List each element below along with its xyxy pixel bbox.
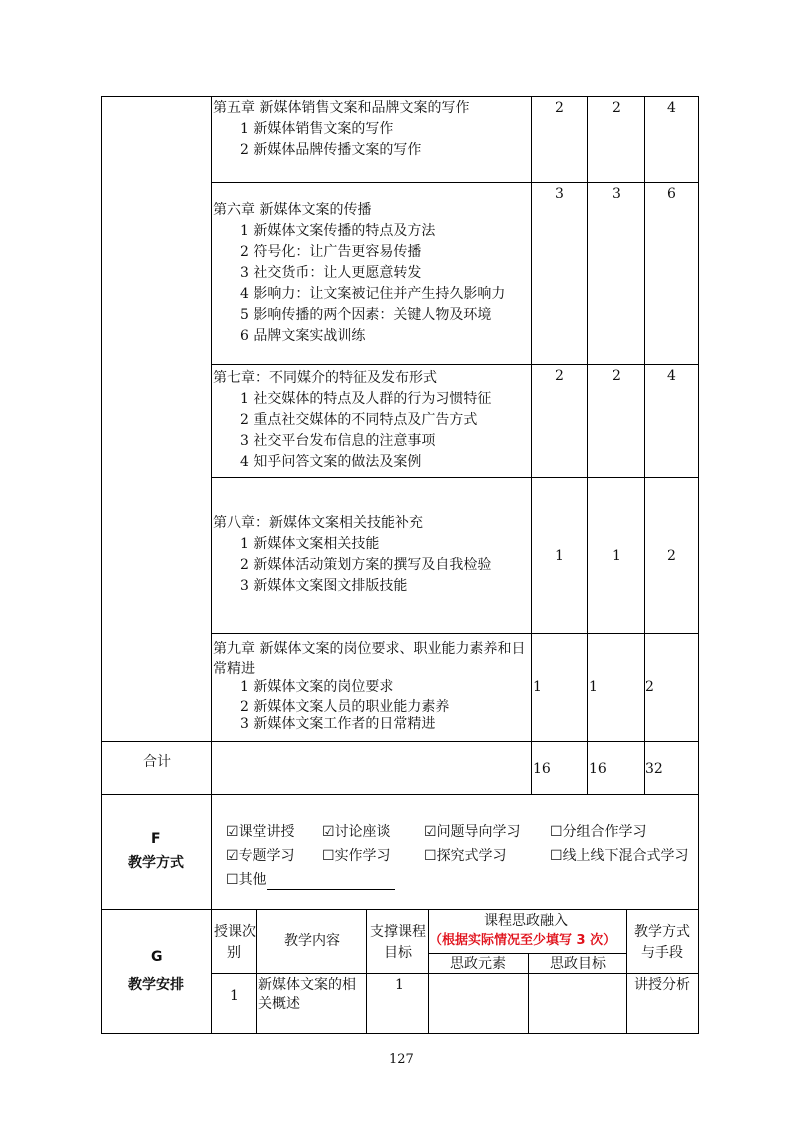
g-header-content: 教学内容 <box>284 933 340 949</box>
chapter-item: 3 社交货币：让人更愿意转发 <box>240 265 422 281</box>
teaching-option-discussion[interactable] <box>322 822 391 842</box>
chapter-title: 第七章：不同媒介的特征及发布形式 <box>213 370 437 386</box>
hours-practice: 2 <box>612 368 621 384</box>
g-row-session: 1 <box>230 988 239 1004</box>
teaching-option-blended[interactable] <box>550 846 689 866</box>
col-divider-2 <box>587 96 588 794</box>
other-fill-blank[interactable] <box>267 875 395 890</box>
option-label: 问题导向学习 <box>436 824 521 840</box>
checkbox-checked[interactable]: ☑ <box>226 824 239 840</box>
row-sep <box>101 794 699 795</box>
g-header-goal: 支撑课程 <box>370 924 426 940</box>
row-sep <box>211 633 699 634</box>
teaching-option-topic[interactable] <box>226 846 295 866</box>
teaching-option-lecture[interactable] <box>226 822 295 842</box>
chapter-item: 1 新媒体文案的岗位要求 <box>240 679 394 695</box>
checkbox-unchecked[interactable]: ☐ <box>226 872 239 888</box>
chapter-item: 6 品牌文案实战训练 <box>240 328 366 344</box>
chapter-item: 3 社交平台发布信息的注意事项 <box>240 433 436 449</box>
table-border-right <box>698 96 699 1034</box>
option-label: 线上线下混合式学习 <box>562 848 689 864</box>
hours-total: 6 <box>667 186 676 202</box>
chapter-item: 1 新媒体文案相关技能 <box>240 536 380 552</box>
chapter-item: 1 新媒体文案传播的特点及方法 <box>240 223 436 239</box>
checkbox-unchecked[interactable]: ☐ <box>424 848 437 864</box>
g-header-ideology-goal: 思政目标 <box>550 956 606 972</box>
table-border-top <box>101 96 699 97</box>
hours-lecture: 1 <box>533 679 542 695</box>
total-lecture: 16 <box>533 761 551 777</box>
chapter-item: 2 新媒体文案人员的职业能力素养 <box>240 699 450 715</box>
hours-practice: 1 <box>612 548 621 564</box>
g-row-goal: 1 <box>395 977 404 993</box>
option-label: 课堂讲授 <box>238 824 295 840</box>
label-column-divider <box>211 96 212 1034</box>
col-divider-1 <box>531 96 532 794</box>
row-sep <box>211 477 699 478</box>
chapter-item: 2 新媒体活动策划方案的撰写及自我检验 <box>240 557 492 573</box>
g-row-content: 新媒体文案的相 <box>258 977 356 993</box>
section-g-title: 教学安排 <box>128 977 184 993</box>
hours-total: 2 <box>667 548 676 564</box>
table-border-left <box>101 96 102 1034</box>
chapter-title-cont: 常精进 <box>213 661 255 677</box>
section-g-letter: G <box>151 949 163 965</box>
option-label: 探究式学习 <box>436 848 507 864</box>
row-sep <box>101 909 699 910</box>
option-label: 实作学习 <box>334 848 391 864</box>
g-header-ideology-note: （根据实际情况至少填写 3 次） <box>429 933 617 948</box>
chapter-title: 第五章 新媒体销售文案和品牌文案的写作 <box>213 100 470 116</box>
teaching-option-inquiry[interactable] <box>424 846 507 866</box>
g-col-divider <box>366 909 367 1033</box>
g-header-session: 授课次 <box>214 924 256 940</box>
total-label: 合计 <box>143 754 171 770</box>
hours-lecture: 1 <box>555 548 564 564</box>
checkbox-checked[interactable]: ☑ <box>226 848 239 864</box>
teaching-option-group[interactable] <box>550 822 647 842</box>
chapter-item: 2 重点社交媒体的不同特点及广告方式 <box>240 412 478 428</box>
chapter-item: 2 符号化：让广告更容易传播 <box>240 244 422 260</box>
chapter-item: 1 社交媒体的特点及人群的行为习惯特征 <box>240 391 492 407</box>
g-col-divider <box>428 909 429 1033</box>
g-col-divider <box>626 909 627 1033</box>
chapter-title: 第八章：新媒体文案相关技能补充 <box>213 515 423 531</box>
g-col-divider <box>528 953 529 1033</box>
chapter-item: 5 影响传播的两个因素：关键人物及环境 <box>240 307 492 323</box>
hours-lecture: 3 <box>555 186 564 202</box>
chapter-item: 1 新媒体销售文案的写作 <box>240 121 394 137</box>
chapter-item: 2 新媒体品牌传播文案的写作 <box>240 142 422 158</box>
chapter-title: 第六章 新媒体文案的传播 <box>213 202 372 218</box>
hours-practice: 2 <box>612 100 621 116</box>
option-label: 其他 <box>238 872 267 888</box>
checkbox-unchecked[interactable]: ☐ <box>550 824 563 840</box>
g-header-ideology-element: 思政元素 <box>450 956 506 972</box>
g-col-divider <box>256 909 257 1033</box>
chapter-item: 3 新媒体文案图文排版技能 <box>240 578 408 594</box>
g-header-method-cont: 与手段 <box>641 945 683 961</box>
option-label: 讨论座谈 <box>334 824 391 840</box>
chapter-item: 3 新媒体文案工作者的日常精进 <box>240 716 436 732</box>
page-number: 127 <box>389 1052 414 1067</box>
row-sep <box>211 182 699 183</box>
section-f-letter: F <box>151 831 161 847</box>
teaching-option-problem-based[interactable] <box>424 822 521 842</box>
checkbox-unchecked[interactable]: ☐ <box>550 848 563 864</box>
g-header-method: 教学方式 <box>634 924 690 940</box>
teaching-option-practical[interactable] <box>322 846 391 866</box>
option-label: 分组合作学习 <box>562 824 647 840</box>
hours-practice: 1 <box>589 679 598 695</box>
row-sep <box>211 364 699 365</box>
total-hours: 32 <box>645 761 663 777</box>
hours-lecture: 2 <box>555 368 564 384</box>
hours-lecture: 2 <box>555 100 564 116</box>
g-header-goal-cont: 目标 <box>384 945 412 961</box>
checkbox-checked[interactable]: ☑ <box>424 824 437 840</box>
g-header-session-cont: 别 <box>227 945 241 961</box>
option-label: 专题学习 <box>238 848 295 864</box>
checkbox-unchecked[interactable]: ☐ <box>322 848 335 864</box>
hours-total: 2 <box>645 679 654 695</box>
section-f-title: 教学方式 <box>128 855 184 871</box>
teaching-option-other[interactable] <box>226 870 395 890</box>
table-border-bottom <box>101 1033 699 1034</box>
chapter-title: 第九章 新媒体文案的岗位要求、职业能力素养和日 <box>213 641 526 657</box>
checkbox-checked[interactable]: ☑ <box>322 824 335 840</box>
hours-total: 4 <box>667 100 676 116</box>
chapter-item: 4 影响力：让文案被记住并产生持久影响力 <box>240 286 506 302</box>
hours-practice: 3 <box>612 186 621 202</box>
chapter-item: 4 知乎问答文案的做法及案例 <box>240 454 422 470</box>
g-row-content-cont: 关概述 <box>258 996 300 1012</box>
total-practice: 16 <box>589 761 607 777</box>
hours-total: 4 <box>667 368 676 384</box>
g-header-ideology: 课程思政融入 <box>484 913 568 929</box>
row-sep <box>101 741 699 742</box>
g-row-method: 讲授分析 <box>634 977 690 993</box>
